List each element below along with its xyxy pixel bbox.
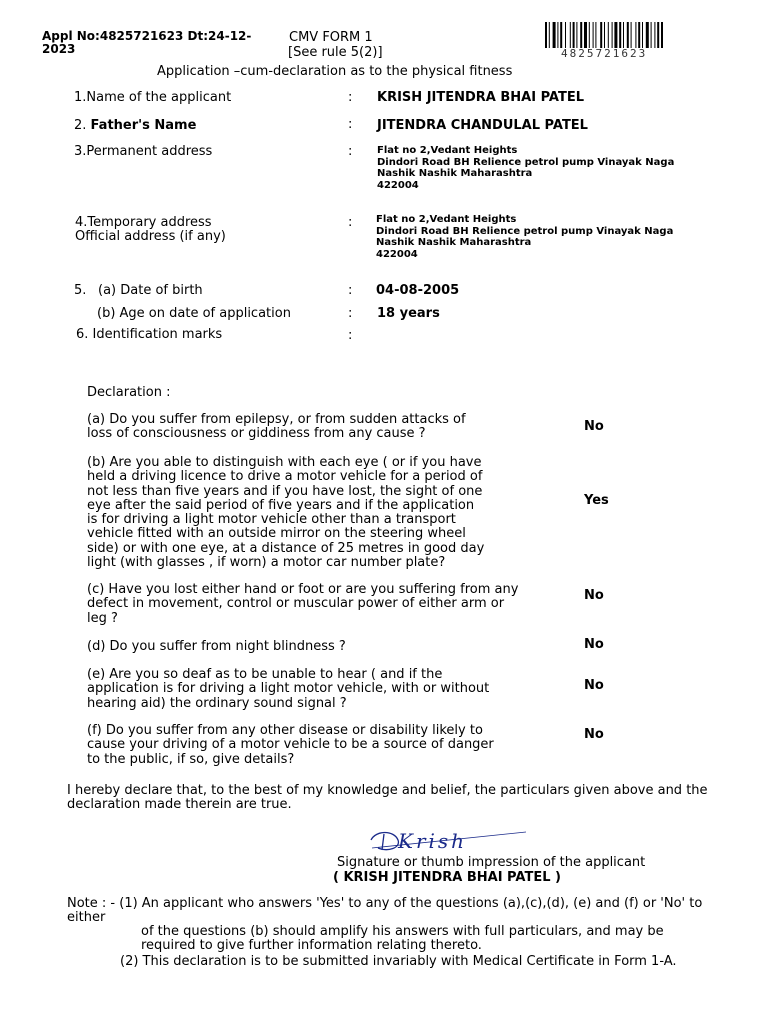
- barcode-bar: [573, 22, 575, 48]
- barcode-bar: [642, 22, 643, 48]
- barcode-bar: [623, 22, 624, 48]
- barcode-bar: [576, 22, 577, 48]
- father-name-label: 2. Father's Name: [74, 118, 197, 133]
- barcode-bar: [593, 22, 594, 48]
- barcode-bar: [557, 22, 558, 48]
- barcode: [545, 22, 715, 48]
- colon: :: [348, 328, 353, 343]
- colon: :: [348, 90, 353, 105]
- barcode-bar: [584, 22, 587, 48]
- colon: :: [348, 117, 353, 132]
- question-a: (a) Do you suffer from epilepsy, or from sudden attacks of loss of consciousness or giddiness from any cause ?: [87, 412, 466, 442]
- barcode-bar: [661, 22, 663, 48]
- barcode-bar: [638, 22, 640, 48]
- barcode-bar: [646, 22, 649, 48]
- rule-reference: [See rule 5(2)]: [288, 45, 383, 60]
- signature-image: Krish: [368, 826, 530, 856]
- question-b: (b) Are you able to distinguish with each eye ( or if you have held a driving licence to drive a motor vehicle for a period of not less than five years and if you have lost, the sight of one eye after the said period of five years and if the application is for driving a light motor vehicle other than a transport vehicle fitted with an outside mirror on the steering wheel side) or with one eye, at a distance of 25 metres in good day light (with glasses , if worn) a motor car number plate?: [87, 455, 485, 571]
- identification-marks-label: 6. Identification marks: [76, 327, 223, 342]
- answer-b: Yes: [584, 493, 609, 508]
- declaration-statement: I hereby declare that, to the best of my knowledge and belief, the particulars given above and the declaration made therein are true.: [67, 783, 708, 813]
- colon: :: [348, 306, 353, 321]
- barcode-bar: [604, 22, 605, 48]
- question-f: (f) Do you suffer from any other disease or disability likely to cause your driving of a motor vehicle to be a source of danger to the public, if so, give details?: [87, 723, 494, 767]
- permanent-address-label: 3.Permanent address: [74, 144, 213, 159]
- age: 18 years: [377, 306, 440, 321]
- question-e: (e) Are you so deaf as to be unable to hear ( and if the application is for driving a light motor vehicle, with or without hearing aid) the ordinary sound signal ?: [87, 667, 490, 711]
- permanent-address: Flat no 2,Vedant Heights Dindori Road BH Relience petrol pump Vinayak Naga Nashik Nashik Maharashtra 422004: [377, 145, 675, 191]
- barcode-bar: [560, 22, 562, 48]
- answer-c: No: [584, 588, 604, 603]
- answer-d: No: [584, 637, 604, 652]
- father-name: JITENDRA CHANDULAL PATEL: [377, 118, 588, 133]
- answer-f: No: [584, 727, 604, 742]
- barcode-bar: [580, 22, 582, 48]
- applicant-name: KRISH JITENDRA BHAI PATEL: [377, 90, 585, 105]
- signatory-name: ( KRISH JITENDRA BHAI PATEL ): [333, 870, 561, 885]
- answer-a: No: [584, 419, 604, 434]
- name-label: 1.Name of the applicant: [74, 90, 232, 105]
- barcode-bar: [657, 22, 659, 48]
- note-1-continued: of the questions (b) should amplify his answers with full particulars, and may be required to give further information relating thereto.: [141, 924, 664, 954]
- colon: :: [348, 215, 353, 230]
- answer-e: No: [584, 678, 604, 693]
- dob-label: (a) Date of birth: [98, 283, 203, 298]
- colon: :: [348, 144, 353, 159]
- official-address-label: Official address (if any): [75, 229, 226, 244]
- barcode-bar: [635, 22, 636, 48]
- barcode-bar: [589, 22, 590, 48]
- note-1: Note : - (1) An applicant who answers 'Yes' to any of the questions (a),(c),(d), (e) and (f) or 'No' to either: [67, 896, 703, 926]
- date-of-birth: 04-08-2005: [376, 283, 460, 298]
- barcode-bar: [612, 22, 613, 48]
- barcode-bar: [570, 22, 571, 48]
- application-number: Appl No:4825721623 Dt:24-12- 2023: [42, 29, 252, 56]
- barcode-bar: [595, 22, 596, 48]
- colon: :: [348, 283, 353, 298]
- barcode-bar: [553, 22, 556, 48]
- barcode-bar: [654, 22, 655, 48]
- barcode-bar: [627, 22, 629, 48]
- signature-caption: Signature or thumb impression of the applicant: [337, 855, 646, 870]
- barcode-bar: [600, 22, 602, 48]
- note-2: (2) This declaration is to be submitted invariably with Medical Certificate in Form 1-A.: [120, 954, 677, 969]
- question-d: (d) Do you suffer from night blindness ?: [87, 639, 346, 654]
- question-c: (c) Have you lost either hand or foot or are you suffering from any defect in movement, control or muscular power of either arm or leg ?: [87, 582, 519, 626]
- barcode-bar: [565, 22, 566, 48]
- temporary-address-label: 4.Temporary address: [75, 215, 212, 230]
- dob-number: 5.: [74, 283, 87, 298]
- barcode-bar: [614, 22, 617, 48]
- barcode-bar: [545, 22, 547, 48]
- declaration-heading: Declaration :: [87, 385, 171, 400]
- barcode-bar: [549, 22, 550, 48]
- barcode-number: 4825721623: [561, 47, 648, 60]
- barcode-bar: [619, 22, 621, 48]
- barcode-bar: [608, 22, 609, 48]
- barcode-bar: [631, 22, 632, 48]
- form-subtitle: Application –cum-declaration as to the physical fitness: [157, 64, 513, 79]
- barcode-bar: [651, 22, 652, 48]
- temporary-address: Flat no 2,Vedant Heights Dindori Road BH Relience petrol pump Vinayak Naga Nashik Nashik Maharashtra 422004: [376, 214, 674, 260]
- form-title: CMV FORM 1: [289, 30, 373, 45]
- age-label: (b) Age on date of application: [97, 306, 291, 321]
